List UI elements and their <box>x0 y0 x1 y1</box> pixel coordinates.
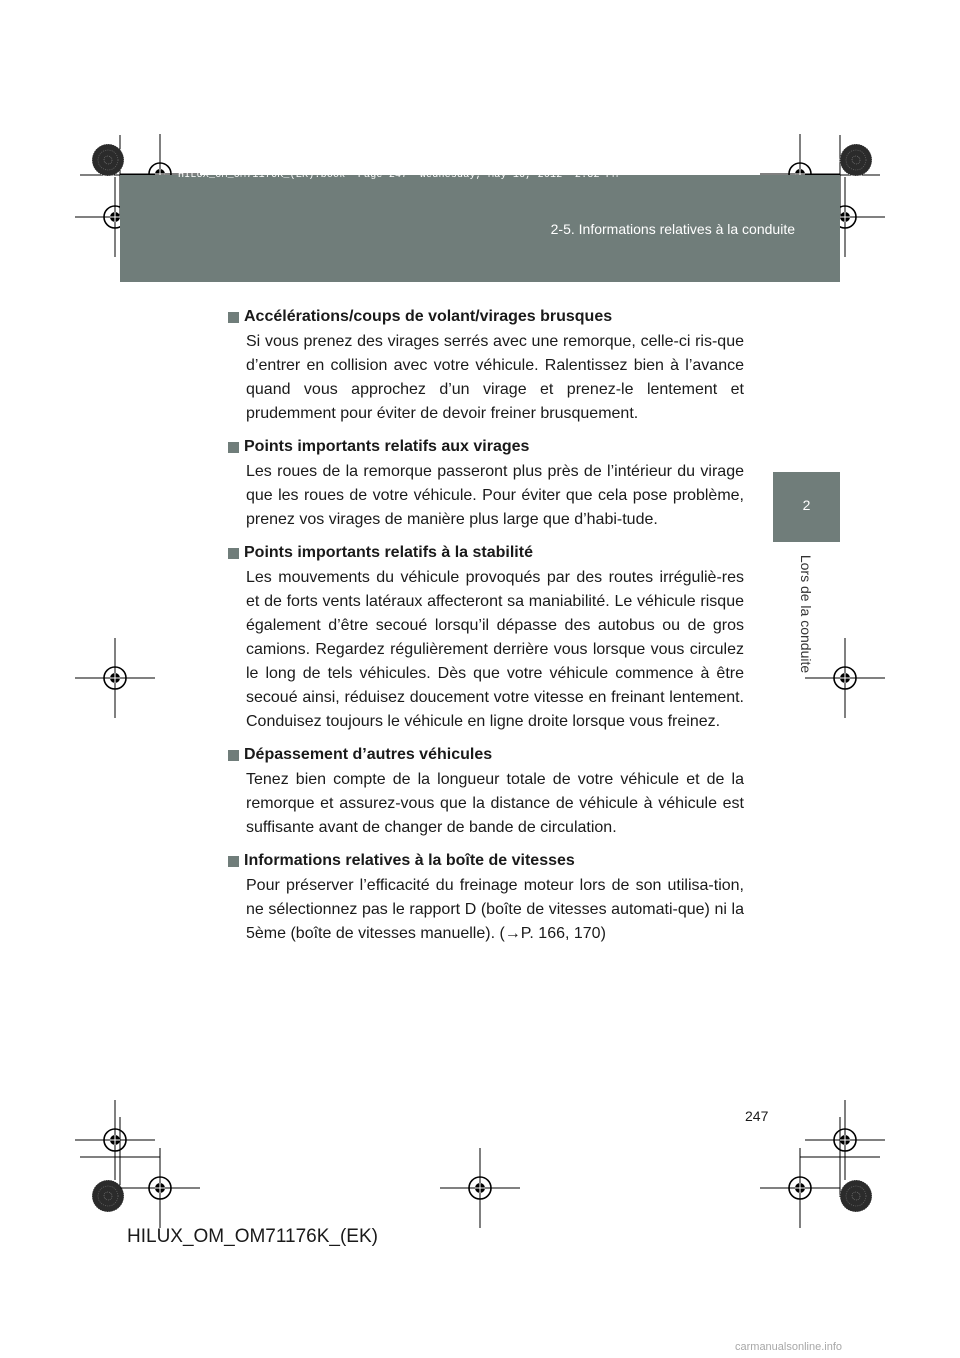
crosshair-icon <box>440 1148 520 1228</box>
crosshair-icon <box>75 638 155 718</box>
chapter-label-text: Lors de la conduite <box>798 554 814 674</box>
watermark: carmanualsonline.info <box>735 1341 843 1353</box>
page-content <box>228 304 744 954</box>
item-body: Tenez bien compte de la longueur totale de votre véhicule et de la remorque et assurez-vous que la distance de véhicule à véhicule est suffisante avant de changer de bande de circulation. <box>246 771 744 836</box>
section-item <box>228 742 744 840</box>
item-heading-text: Points importants relatifs aux virages <box>244 438 530 455</box>
page-number: 247 <box>745 1108 769 1124</box>
star-target-icon <box>92 144 124 176</box>
square-bullet-icon <box>228 750 239 761</box>
item-heading-text: Accélérations/coups de volant/virages brusques <box>244 308 613 325</box>
section-item <box>228 540 744 734</box>
item-heading-text: Points importants relatifs à la stabilité <box>244 544 533 561</box>
item-heading <box>228 434 744 460</box>
item-body: Si vous prenez des virages serrés avec une remorque, celle-ci ris-que d’entrer en collision avec votre véhicule. Ralentissez bien à l’avance quand vous approchez d’un virage et prenez-le lentement et prudemment pour éviter de devoir freiner brusquement. <box>246 333 744 422</box>
item-body: Pour préserver l’efficacité du freinage moteur lors de son utilisa-tion, ne sélectionnez pas le rapport D (boîte de vitesses automati-que) ni la 5ème (boîte de vitesses manuelle). (→P. 166, 170) <box>246 877 744 942</box>
item-heading <box>228 742 744 768</box>
square-bullet-icon <box>228 312 239 323</box>
book-info-line: HILUX_OM_OM71176K_(EK).book Page 247 Wednesday, May 16, 2012 2:32 PM <box>178 170 619 181</box>
section-title: 2-5. Informations relatives à la conduite <box>550 221 795 237</box>
footer-code: HILUX_OM_OM71176K_(EK) <box>127 1226 378 1247</box>
crosshair-icon <box>760 1148 840 1228</box>
section-item <box>228 304 744 426</box>
item-heading <box>228 540 744 566</box>
chapter-tab <box>773 472 840 542</box>
item-heading-text: Informations relatives à la boîte de vitesses <box>244 852 575 869</box>
item-body: Les roues de la remorque passeront plus près de l’intérieur du virage que les roues de votre véhicule. Pour éviter que cela pose problème, prenez vos virages de manière plus large que d’habi-tude. <box>246 463 744 528</box>
crosshair-icon <box>75 1100 155 1180</box>
square-bullet-icon <box>228 856 239 867</box>
square-bullet-icon <box>228 442 239 453</box>
star-target-icon <box>840 1180 872 1212</box>
section-item <box>228 434 744 532</box>
star-target-icon <box>92 1180 124 1212</box>
item-body: Les mouvements du véhicule provoqués par des routes irréguliè-res et de forts vents latéraux affecteront sa maniabilité. Le véhicule risque également d’être secoué lorsqu’il dépasse des autobus ou de gros camions. Regardez régulièrement derrière vous lorsque vous circulez le long de tels véhicules. Dès que votre véhicule commence à être secoué ainsi, réduisez doucement votre vitesse en freinant lentement. Conduisez toujours le véhicule en ligne droite lorsque vous freinez. <box>246 569 744 730</box>
crosshair-icon <box>805 1100 885 1180</box>
item-heading-text: Dépassement d’autres véhicules <box>244 746 493 763</box>
crosshair-icon <box>805 638 885 718</box>
section-item <box>228 848 744 946</box>
square-bullet-icon <box>228 548 239 559</box>
chapter-label <box>796 552 816 676</box>
item-heading <box>228 848 744 874</box>
star-target-icon <box>840 144 872 176</box>
chapter-number: 2 <box>802 497 811 513</box>
item-heading <box>228 304 744 330</box>
crosshair-icon <box>120 1148 200 1228</box>
